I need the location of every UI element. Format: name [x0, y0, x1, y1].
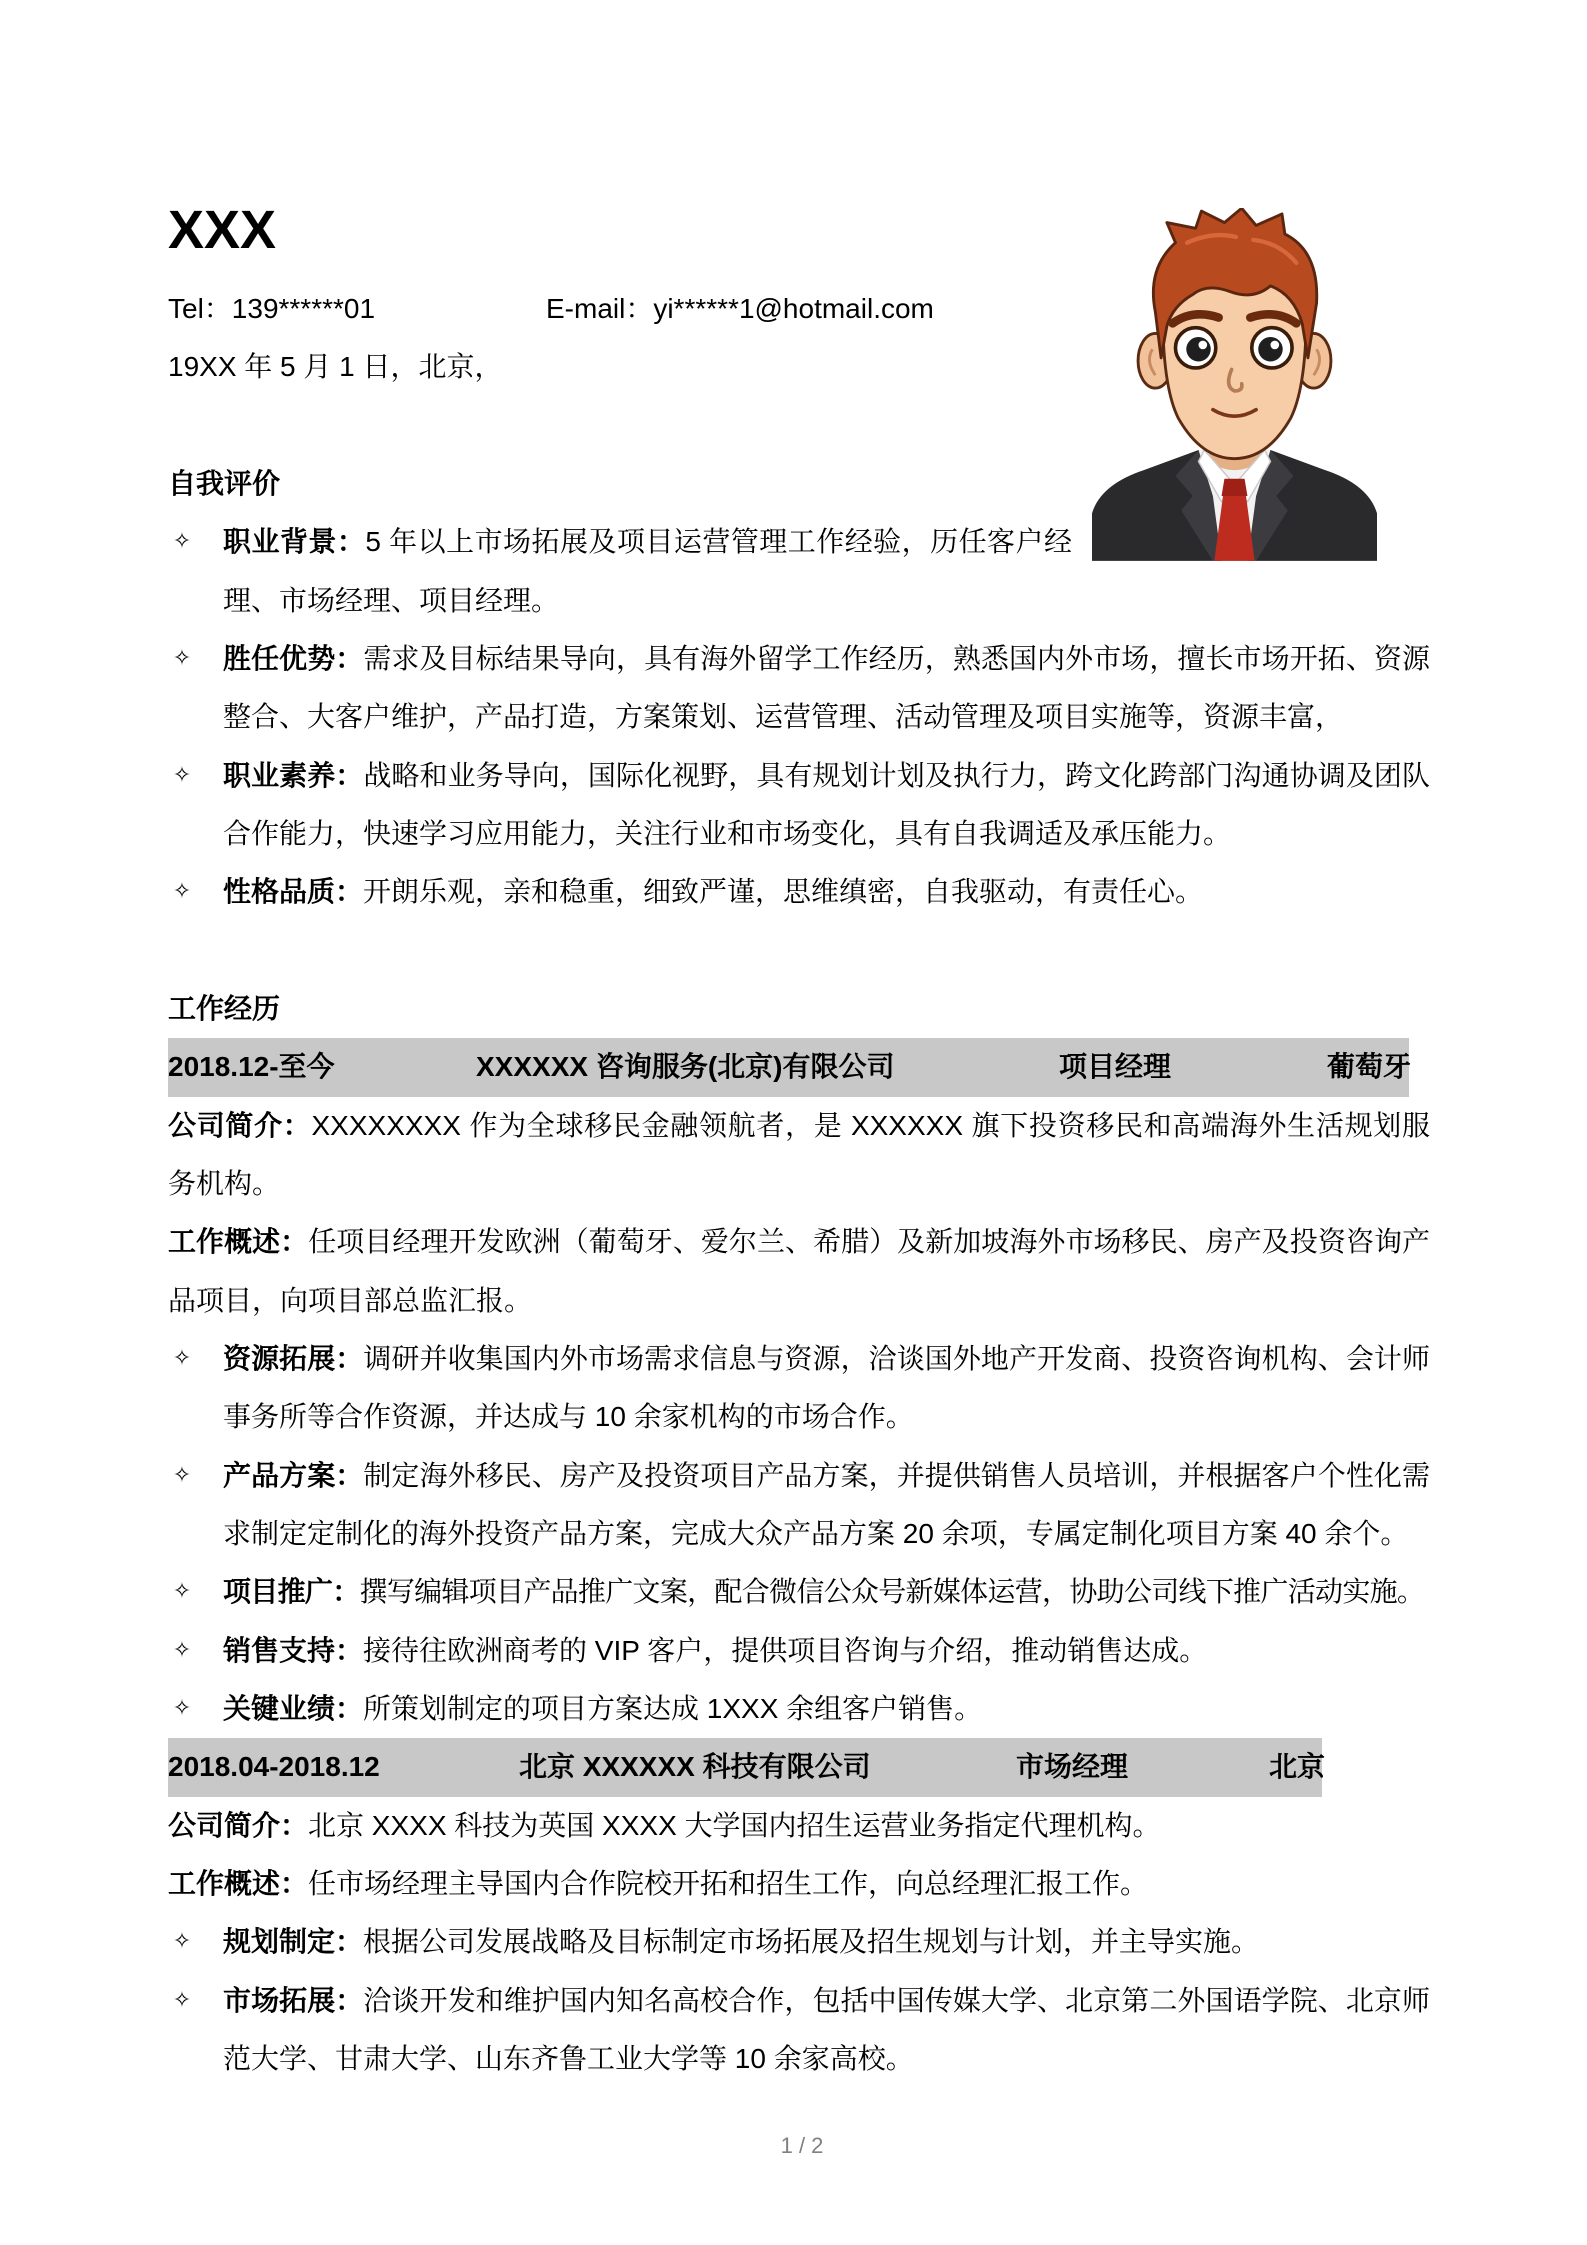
duty-item — [168, 1330, 1430, 1447]
birth-location: 19XX 年 5 月 1 日，北京， — [168, 351, 503, 383]
duty-label: 项目推广： — [223, 1576, 360, 1608]
item-label: 职业背景： — [223, 526, 366, 558]
job-location: 葡萄牙 — [1327, 1051, 1412, 1083]
company-intro — [168, 1097, 1430, 1214]
job-company: 北京 XXXXXX 科技有限公司 — [519, 1751, 871, 1783]
job-header — [168, 1738, 1326, 1796]
item-text: 5 年以上市场拓展及项目运营管理工作经验，历任客户经理、市场经理、项目经理。 — [223, 526, 1072, 616]
job-location: 北京 — [1269, 1751, 1326, 1783]
item-label: 胜任优势： — [223, 642, 364, 674]
email-address: E-mail：yi******1@hotmail.com — [546, 293, 934, 324]
company-intro-text: 北京 XXXX 科技为英国 XXXX 大学国内招生运营业务指定代理机构。 — [308, 1809, 1161, 1841]
duty-label: 产品方案： — [223, 1459, 364, 1491]
profile-photo — [1092, 208, 1377, 561]
duty-item — [168, 1680, 1430, 1738]
bullet-star-icon: ✧ — [172, 1462, 192, 1488]
duty-label: 市场拓展： — [223, 1984, 364, 2016]
bullet-star-icon: ✧ — [172, 879, 192, 905]
duty-text: 制定海外移民、房产及投资项目产品方案，并提供销售人员培训，并根据客户个性化需求制定定制化的海外投资产品方案，完成大众产品方案 20 余项，专属定制化项目方案 40 余个。 — [223, 1459, 1430, 1549]
company-intro — [168, 1797, 1430, 1855]
company-intro-label: 公司简介： — [168, 1809, 309, 1841]
job-header — [168, 1038, 1412, 1096]
item-text: 需求及目标结果导向，具有海外留学工作经历，熟悉国内外市场，擅长市场开拓、资源整合、大客户维护，产品打造，方案策划、运营管理、活动管理及项目实施等，资源丰富， — [223, 642, 1430, 733]
self-evaluation-item — [168, 513, 1430, 630]
duty-label: 资源拓展： — [223, 1342, 364, 1374]
bullet-star-icon: ✧ — [172, 1345, 192, 1371]
duty-item — [168, 1622, 1430, 1680]
bullet-star-icon: ✧ — [172, 762, 192, 788]
duty-label: 规划制定： — [223, 1926, 364, 1958]
resume-content — [168, 180, 1430, 2088]
duty-text: 所策划制定的项目方案达成 1XXX 余组客户销售。 — [363, 1692, 983, 1724]
duty-item — [168, 1563, 1430, 1621]
duty-text: 接待往欧洲商考的 VIP 客户，提供项目咨询与介绍，推动销售达成。 — [363, 1634, 1208, 1666]
bullet-star-icon: ✧ — [172, 1929, 192, 1955]
businessman-avatar-icon — [1092, 208, 1377, 561]
bullet-star-icon: ✧ — [172, 1637, 192, 1663]
bullet-star-icon: ✧ — [172, 1695, 192, 1721]
item-text: 战略和业务导向，国际化视野，具有规划计划及执行力，跨文化跨部门沟通协调及团队合作能力，快速学习应用能力，关注行业和市场变化，具有自我调适及承压能力。 — [223, 759, 1430, 849]
duty-text: 洽谈开发和维护国内知名高校合作，包括中国传媒大学、北京第二外国语学院、北京师范大学、甘肃大学、山东齐鲁工业大学等 10 余家高校。 — [223, 1984, 1430, 2074]
item-label: 性格品质： — [223, 876, 364, 908]
duty-item — [168, 1447, 1430, 1564]
duty-label: 销售支持： — [223, 1634, 364, 1666]
bullet-star-icon: ✧ — [172, 645, 192, 671]
company-intro-text: XXXXXXXX 作为全球移民金融领航者，是 XXXXXX 旗下投资移民和高端海外生活规划服务机构。 — [168, 1109, 1430, 1199]
work-overview-label: 工作概述： — [168, 1226, 309, 1258]
phone-number: Tel：139******01 — [168, 293, 376, 324]
duty-item — [168, 1972, 1430, 2089]
bullet-star-icon: ✧ — [172, 1987, 192, 2013]
duty-text: 根据公司发展战略及目标制定市场拓展及招生规划与计划，并主导实施。 — [363, 1926, 1260, 1958]
duty-text: 撰写编辑项目产品推广文案，配合微信公众号新媒体运营，协助公司线下推广活动实施。 — [359, 1576, 1425, 1608]
item-text: 开朗乐观，亲和稳重，细致严谨，思维缜密，自我驱动，有责任心。 — [363, 876, 1204, 908]
duty-item — [168, 1913, 1430, 1971]
work-overview — [168, 1213, 1430, 1330]
job-position: 项目经理 — [1059, 1051, 1172, 1083]
self-evaluation-item — [168, 630, 1430, 747]
bullet-star-icon: ✧ — [172, 1579, 192, 1605]
item-label: 职业素养： — [223, 759, 364, 791]
section-title-work-experience: 工作经历 — [168, 992, 281, 1024]
self-evaluation-item — [168, 863, 1430, 921]
candidate-name: XXX — [168, 200, 277, 260]
work-overview — [168, 1855, 1430, 1913]
bullet-star-icon: ✧ — [172, 529, 192, 555]
page-number: 1 / 2 — [780, 2133, 824, 2158]
section-title-self-evaluation: 自我评价 — [168, 467, 281, 499]
job-period: 2018.04-2018.12 — [168, 1751, 380, 1783]
company-intro-label: 公司简介： — [168, 1109, 312, 1141]
self-evaluation-item — [168, 747, 1430, 864]
duty-label: 关键业绩： — [223, 1692, 364, 1724]
work-overview-text: 任市场经理主导国内合作院校开拓和招生工作，向总经理汇报工作。 — [308, 1867, 1149, 1899]
work-overview-label: 工作概述： — [168, 1867, 309, 1899]
job-company: XXXXXX 咨询服务(北京)有限公司 — [476, 1051, 895, 1083]
job-period: 2018.12-至今 — [168, 1051, 335, 1083]
job-position: 市场经理 — [1016, 1751, 1129, 1783]
duty-text: 调研并收集国内外市场需求信息与资源，洽谈国外地产开发商、投资咨询机构、会计师事务所等合作资源，并达成与 10 余家机构的市场合作。 — [223, 1342, 1430, 1433]
work-overview-text: 任项目经理开发欧洲（葡萄牙、爱尔兰、希腊）及新加坡海外市场移民、房产及投资咨询产品项目，向项目部总监汇报。 — [168, 1226, 1430, 1316]
